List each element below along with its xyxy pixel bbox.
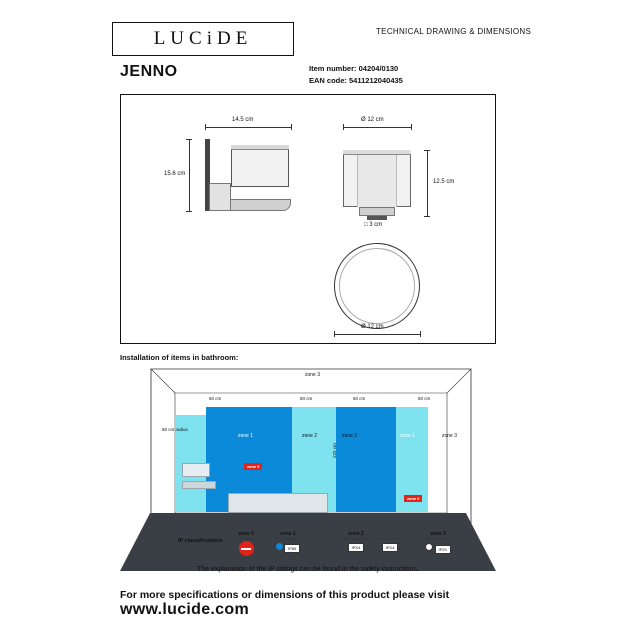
brand-logo-text: LUCiDE: [153, 28, 253, 49]
top-view-inner-circle: [339, 248, 415, 324]
ip-zone3-chip: IP20: [435, 545, 451, 554]
side-view-bracket: [209, 183, 231, 211]
measure-height: 225 cm: [332, 443, 337, 458]
ean-label: EAN code:: [309, 76, 347, 85]
front-view-base: [359, 207, 395, 216]
side-height-dim-label: 15.6 cm: [164, 171, 186, 177]
measure-right: 60 cm: [418, 396, 431, 401]
front-view-base-foot: [367, 216, 387, 220]
side-width-tick-left: [205, 124, 206, 130]
bathroom-section-title: Installation of items in bathroom:: [120, 353, 239, 362]
front-height-dim-line: [427, 150, 428, 216]
side-width-tick-right: [291, 124, 292, 130]
page-title: JENNO: [120, 63, 178, 80]
side-height-tick-bottom: [186, 211, 192, 212]
item-number-line: [309, 64, 398, 73]
zone0-badge-left: zone 0: [244, 463, 262, 470]
ip-column-zone2: [338, 531, 374, 552]
front-view-inner: [357, 155, 397, 207]
blue-dot-icon: [276, 543, 283, 550]
measure-left-radius: 60 cm radius: [162, 427, 188, 432]
sink: [182, 481, 216, 489]
measure-top-left: 60 cm: [209, 396, 222, 401]
technical-drawing-box: [120, 94, 496, 344]
brand-logo: [112, 22, 294, 56]
mirror: [182, 463, 210, 477]
front-diameter-tick-left: [343, 124, 344, 130]
front-diameter-dim-line: [343, 127, 411, 128]
ip-classifications-title: IP classifications: [178, 538, 223, 544]
front-height-tick-top: [424, 150, 430, 151]
top-diameter-dim-line: [334, 334, 420, 335]
side-height-dim-line: [189, 139, 190, 211]
footer-website[interactable]: www.lucide.com: [120, 601, 249, 618]
top-diameter-dim-label: Ø 12 cm: [361, 324, 384, 330]
ip-zone2-chip: IPX4: [348, 543, 365, 552]
zone-label-top: zone 3: [305, 372, 321, 378]
side-view-shade: [231, 145, 289, 187]
technical-drawing-title: TECHNICAL DRAWING & DIMENSIONS: [376, 27, 532, 36]
ean-value: 5411212040435: [349, 76, 403, 85]
side-width-dim-line: [205, 127, 291, 128]
zone1-right-area: [336, 407, 396, 512]
ean-line: [309, 76, 403, 85]
ip-zone3-sub: IP 20 minimum: [426, 537, 450, 541]
ip-note: The explanation of the IP ratings can be found in the safety instructions.: [196, 566, 420, 573]
ip-column-zone1: [270, 531, 306, 553]
side-width-dim-label: 14.5 cm: [232, 117, 254, 123]
front-base-dim-label: □ 3 cm: [364, 222, 383, 228]
ip-column-zone3: [420, 531, 456, 554]
item-number-label: Item number:: [309, 64, 357, 73]
ip-zone0-sub: IP X7 minimum: [234, 537, 258, 541]
ip-zone2-name: zone 2: [348, 531, 364, 537]
bathroom-diagram: [120, 363, 496, 585]
ip-zone1-sub: IP X4 minimum: [276, 537, 300, 541]
footer-line-1: For more specifications or dimensions of this product please visit: [120, 589, 450, 601]
measure-right-mid: 60 cm: [353, 396, 366, 401]
front-height-tick-bottom: [424, 216, 430, 217]
zone0-badge-right: zone 0: [404, 495, 422, 502]
ip-zone1-chip: IP65: [284, 544, 300, 553]
front-height-dim-label: 12.5 cm: [433, 179, 455, 185]
ip-zone1-name: zone 1: [280, 531, 296, 537]
ip-zone2b-chip: IPX4: [382, 543, 399, 552]
front-diameter-dim-label: Ø 12 cm: [361, 117, 384, 123]
zone-label-2-mid: zone 2: [342, 433, 358, 439]
front-diameter-tick-right: [411, 124, 412, 130]
white-circle-icon: [425, 543, 433, 551]
bathtub: [228, 493, 328, 513]
ip-zone3-name: zone 3: [430, 531, 446, 537]
zone-label-1-right: zone 1: [400, 433, 416, 439]
ip-column-zone2b: [372, 531, 408, 552]
ip-zone2b-sub: IP X4 minimum: [378, 537, 402, 541]
ip-zone2-sub: IP X4 minimum: [344, 537, 368, 541]
zone-label-2-left: zone 2: [302, 433, 318, 439]
side-height-tick-top: [186, 139, 192, 140]
zone-label-1-left: zone 1: [238, 433, 254, 439]
front-view-shade-top: [343, 150, 411, 155]
zone-label-3-right: zone 3: [442, 433, 458, 439]
ip-column-zone0: [228, 531, 264, 557]
measure-mid: 60 cm: [300, 396, 313, 401]
top-diameter-tick-right: [420, 331, 421, 337]
item-number-value: 04204/0130: [358, 64, 399, 73]
ip-zone0-name: zone 0: [238, 531, 254, 537]
side-view-shade-top: [231, 145, 289, 150]
no-entry-icon: [239, 541, 254, 556]
top-diameter-tick-left: [334, 331, 335, 337]
